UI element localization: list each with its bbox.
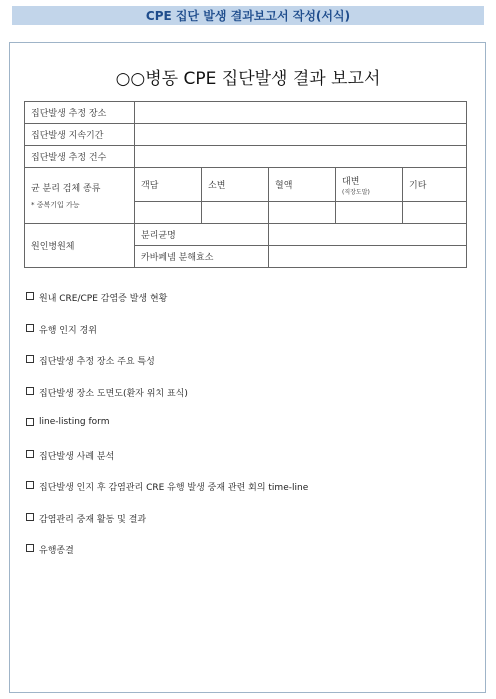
specimen-type-urine: 소변: [202, 168, 269, 202]
section-item-label: 집단발생 사례 분석: [39, 451, 115, 462]
specimen-value-stool[interactable]: [336, 202, 403, 224]
report-form-table: [24, 101, 467, 268]
form-label-duration: 집단발생 지속기간: [25, 124, 135, 146]
section-item-label: 유행 인지 경위: [39, 325, 97, 336]
form-row-isolate: [25, 224, 467, 246]
form-row-specimen: [25, 168, 467, 202]
specimen-value-other[interactable]: [403, 202, 467, 224]
section-item: [26, 480, 308, 512]
form-label-location: 집단발생 추정 장소: [25, 102, 135, 124]
pathogen-isolate-field[interactable]: [269, 224, 467, 246]
specimen-type-stool-note: (직장도말): [342, 188, 370, 196]
section-item-label: 집단발생 추정 장소 주요 특성: [39, 357, 155, 367]
checkbox-icon[interactable]: [26, 481, 34, 489]
form-row-duration: [25, 124, 467, 146]
document-title: ○○병동 CPE 집단발생 결과 보고서: [115, 69, 381, 89]
section-item-label: line-listing form: [39, 417, 110, 427]
checkbox-icon[interactable]: [26, 292, 34, 300]
form-label-pathogen: 원인병원체: [25, 224, 135, 268]
specimen-type-stool: [336, 168, 403, 202]
section-item: [26, 449, 308, 481]
section-item: [26, 291, 308, 323]
form-label-count: 집단발생 추정 건수: [25, 146, 135, 168]
form-row-location: [25, 102, 467, 124]
pathogen-enzyme-field[interactable]: [269, 246, 467, 268]
section-item: [26, 386, 308, 418]
pathogen-isolate-label: 분리균명: [135, 224, 269, 246]
section-item-label: 유행종결: [39, 546, 74, 556]
banner-title: CPE 집단 발생 결과보고서 작성(서식): [145, 9, 351, 23]
form-field-duration[interactable]: [135, 124, 467, 146]
section-item: [26, 543, 308, 575]
section-item-label: 집단발생 인지 후 감염관리 CRE 유행 발생 중재 관련 회의 time-line: [39, 483, 309, 493]
section-item-label: 원내 CRE/CPE 감염증 발생 현황: [39, 294, 168, 304]
section-item: [26, 354, 308, 386]
pathogen-enzyme-label: 카바페넴 분해효소: [135, 246, 269, 268]
section-item-label: 감염관리 중재 활동 및 결과: [39, 514, 147, 525]
form-field-count[interactable]: [135, 146, 467, 168]
specimen-value-sputum[interactable]: [135, 202, 202, 224]
specimen-type-other: 기타: [403, 168, 467, 202]
form-field-location[interactable]: [135, 102, 467, 124]
section-checklist: [26, 291, 308, 575]
specimen-label-text: 균 분리 검체 종류: [31, 184, 101, 194]
checkbox-icon[interactable]: [26, 355, 34, 363]
specimen-value-blood[interactable]: [269, 202, 336, 224]
section-item: [26, 417, 308, 449]
header-banner: [12, 6, 484, 25]
checkbox-icon[interactable]: [26, 324, 34, 332]
checkbox-icon[interactable]: [26, 513, 34, 521]
form-label-specimen: [25, 168, 135, 224]
checkbox-icon[interactable]: [26, 418, 34, 426]
section-item-label: 집단발생 장소 도면도(환자 위치 표식): [39, 388, 188, 399]
checkbox-icon[interactable]: [26, 544, 34, 552]
specimen-duplicate-note: * 중복기입 가능: [31, 201, 80, 209]
specimen-type-blood: 혈액: [269, 168, 336, 202]
specimen-type-stool-label: 대변: [342, 176, 360, 187]
specimen-value-urine[interactable]: [202, 202, 269, 224]
form-row-count: [25, 146, 467, 168]
checkbox-icon[interactable]: [26, 450, 34, 458]
specimen-type-sputum: 객담: [135, 168, 202, 202]
section-item: [26, 323, 308, 355]
checkbox-icon[interactable]: [26, 387, 34, 395]
section-item: [26, 512, 308, 544]
